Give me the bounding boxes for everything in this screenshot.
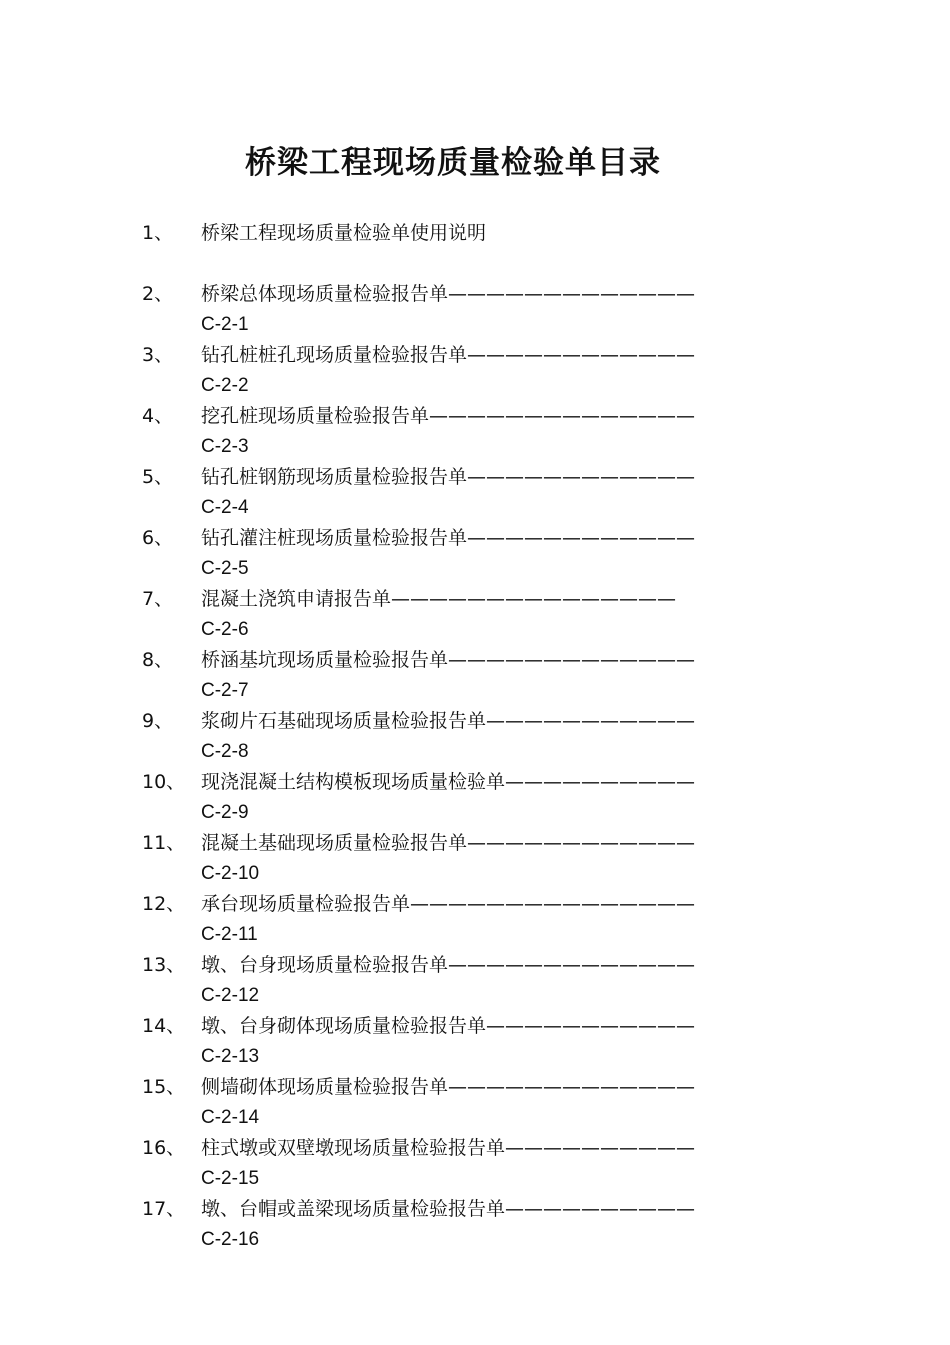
toc-entry — [142, 1011, 732, 1072]
toc-entry-code: C-2-3 — [201, 435, 249, 457]
toc-entry-code: C-2-6 — [201, 618, 249, 640]
toc-entry-title: 墩、台身砌体现场质量检验报告单——————————— — [201, 1015, 696, 1037]
toc-entry-code: C-2-14 — [201, 1106, 260, 1128]
toc-entry-code: C-2-12 — [201, 984, 260, 1006]
toc-entry-title: 承台现场质量检验报告单——————————————— — [201, 893, 696, 915]
toc-entry-code: C-2-9 — [201, 801, 249, 823]
toc-entry-title: 桥涵基坑现场质量检验报告单————————————— — [201, 649, 696, 671]
toc-entry-code: C-2-5 — [201, 557, 249, 579]
toc-entry-code: C-2-16 — [201, 1228, 260, 1250]
toc-entry — [142, 828, 732, 889]
toc-entry — [142, 950, 732, 1011]
toc-entry-number: 15、 — [142, 1076, 186, 1098]
toc-entry-code: C-2-13 — [201, 1045, 260, 1067]
toc-entry-title: 混凝土浇筑申请报告单——————————————— — [201, 588, 677, 610]
toc-entry — [142, 767, 732, 828]
toc-entry-number: 9、 — [142, 710, 174, 732]
toc-entry-title: 现浇混凝土结构模板现场质量检验单—————————— — [201, 771, 696, 793]
toc-entry — [142, 279, 732, 340]
toc-entry-number: 10、 — [142, 771, 186, 793]
toc-entry — [142, 889, 732, 950]
toc-entry-title: 混凝土基础现场质量检验报告单———————————— — [201, 832, 696, 854]
toc-entry — [142, 218, 732, 279]
toc-entry — [142, 1072, 732, 1133]
toc-entry — [142, 645, 732, 706]
page-title: 桥梁工程现场质量检验单目录 — [245, 144, 661, 181]
toc-entry-code: C-2-1 — [201, 313, 249, 335]
toc-entry-code: C-2-4 — [201, 496, 249, 518]
toc-entry-title: 钻孔灌注桩现场质量检验报告单———————————— — [201, 527, 696, 549]
toc-entry-code: C-2-15 — [201, 1167, 260, 1189]
toc-entry-title: 挖孔桩现场质量检验报告单—————————————— — [201, 405, 696, 427]
toc-entry-title: 浆砌片石基础现场质量检验报告单——————————— — [201, 710, 696, 732]
toc-entry — [142, 706, 732, 767]
toc-entry-title: 桥梁工程现场质量检验单使用说明 — [201, 222, 487, 244]
toc-entry-title: 钻孔桩钢筋现场质量检验报告单———————————— — [201, 466, 696, 488]
toc-entry — [142, 1133, 732, 1194]
toc-entry-number: 7、 — [142, 588, 174, 610]
toc-entry-number: 6、 — [142, 527, 174, 549]
toc-entry-number: 14、 — [142, 1015, 186, 1037]
toc-entry-number: 8、 — [142, 649, 174, 671]
toc-entry-title: 墩、台身现场质量检验报告单————————————— — [201, 954, 696, 976]
toc-entry-number: 3、 — [142, 344, 174, 366]
toc-entry-number: 5、 — [142, 466, 174, 488]
toc-entry-number: 2、 — [142, 283, 174, 305]
toc-entry-title: 桥梁总体现场质量检验报告单————————————— — [201, 283, 696, 305]
toc-entry-title: 侧墙砌体现场质量检验报告单————————————— — [201, 1076, 696, 1098]
toc-entry-number: 16、 — [142, 1137, 186, 1159]
toc-entry — [142, 401, 732, 462]
toc-entry-number: 1、 — [142, 222, 174, 244]
toc-entry-number: 11、 — [142, 832, 186, 854]
toc-entry — [142, 462, 732, 523]
toc-entry-code: C-2-8 — [201, 740, 249, 762]
toc-entry-number: 17、 — [142, 1198, 186, 1220]
toc-entry-number: 13、 — [142, 954, 186, 976]
toc-entry — [142, 1194, 732, 1255]
toc-entry — [142, 523, 732, 584]
toc-entry-number: 12、 — [142, 893, 186, 915]
toc-entry — [142, 584, 732, 645]
toc-entry-code: C-2-7 — [201, 679, 249, 701]
toc-entry-title: 柱式墩或双壁墩现场质量检验报告单—————————— — [201, 1137, 696, 1159]
toc-entry-title: 墩、台帽或盖梁现场质量检验报告单—————————— — [201, 1198, 696, 1220]
toc-entry — [142, 340, 732, 401]
toc-entry-number: 4、 — [142, 405, 174, 427]
toc-entry-code: C-2-10 — [201, 862, 260, 884]
toc-entry-title: 钻孔桩桩孔现场质量检验报告单———————————— — [201, 344, 696, 366]
toc-list — [142, 218, 732, 1255]
toc-entry-code: C-2-2 — [201, 374, 249, 396]
toc-entry-code: C-2-11 — [201, 923, 258, 945]
